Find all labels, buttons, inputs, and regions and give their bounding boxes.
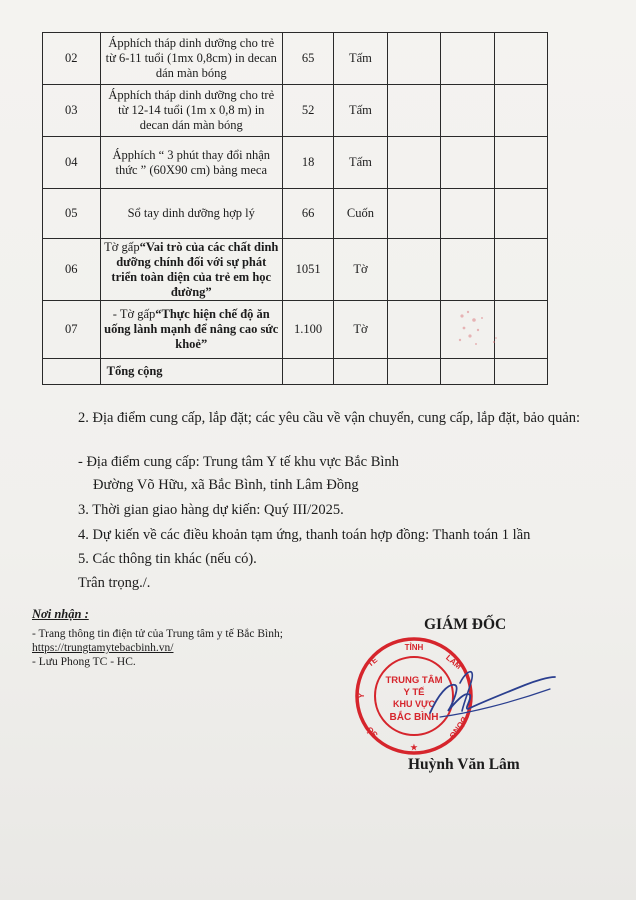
delivery-location-heading: 2. Địa điểm cung cấp, lắp đặt; các yêu cầu về vận chuyển, cung cấp, lắp đặt, bảo quản: <box>78 410 581 426</box>
svg-text:★: ★ <box>410 743 418 752</box>
empty-cell <box>494 239 548 301</box>
empty-cell <box>441 359 494 385</box>
empty-cell <box>43 359 101 385</box>
empty-cell <box>387 301 440 359</box>
empty-cell <box>441 85 494 137</box>
empty-cell <box>387 33 440 85</box>
empty-cell <box>282 359 333 385</box>
item-quantity: 66 <box>282 189 333 239</box>
item-name: Ápphích tháp dinh dưỡng cho trẻ từ 6-11 tuổi (1mx 0,8cm) in decan dán màn bóng <box>100 33 282 85</box>
empty-cell <box>387 85 440 137</box>
item-name <box>100 301 282 359</box>
payment-terms: 4. Dự kiến về các điều khoản tạm ứng, thanh toán hợp đồng: Thanh toán 1 lần <box>78 527 531 543</box>
svg-text:TẾ: TẾ <box>365 655 380 669</box>
total-label: Tổng cộng <box>100 359 282 385</box>
item-name: Ápphích tháp dinh dưỡng cho trẻ từ 12-14 tuổi (1m x 0,8 m) in decan dán màn bóng <box>100 85 282 137</box>
empty-cell <box>494 189 548 239</box>
empty-cell <box>387 189 440 239</box>
item-unit: Tờ <box>334 239 387 301</box>
item-quantity: 1051 <box>282 239 333 301</box>
signer-name: Huỳnh Văn Lâm <box>408 756 520 773</box>
item-unit: Tờ <box>334 301 387 359</box>
handwritten-signature-icon <box>400 655 560 735</box>
delivery-place: - Địa điểm cung cấp: Trung tâm Y tế khu vực Bắc Bình <box>78 454 399 470</box>
item-name-title: “Vai trò của các chất dinh dưỡng chính đối với sự phát triển toàn diện của trẻ em học đường” <box>111 239 279 299</box>
item-unit: Tấm <box>334 85 387 137</box>
table-row <box>43 85 548 137</box>
empty-cell <box>441 137 494 189</box>
recipient-archive: - Lưu Phong TC - HC. <box>32 656 136 668</box>
item-unit: Cuốn <box>334 189 387 239</box>
empty-cell <box>441 239 494 301</box>
total-row <box>43 359 548 385</box>
director-title: GIÁM ĐỐC <box>424 616 507 633</box>
table-row <box>43 239 548 301</box>
svg-text:TỈNH: TỈNH <box>404 643 424 652</box>
recipients-title: Nơi nhận : <box>32 607 89 621</box>
stamp-smudge-icon <box>450 302 500 354</box>
stamp-line-1: TRUNG TÂM <box>385 675 443 686</box>
stamp-line-4: BẮC BÌNH <box>389 712 439 723</box>
recipient-link[interactable]: https://trungtamytebacbinh.vn/ <box>32 642 174 654</box>
table-row <box>43 137 548 189</box>
empty-cell <box>494 137 548 189</box>
empty-cell <box>494 359 548 385</box>
empty-cell <box>387 239 440 301</box>
other-info: 5. Các thông tin khác (nếu có). <box>78 551 257 567</box>
table-row <box>43 189 548 239</box>
item-name-title: “Thực hiện chế độ ăn uống lành mạnh để nâng cao sức khoẻ” <box>104 307 279 351</box>
delivery-address: Đường Võ Hữu, xã Bắc Bình, tỉnh Lâm Đồng <box>93 477 359 493</box>
row-number: 04 <box>43 137 101 189</box>
row-number: 03 <box>43 85 101 137</box>
empty-cell <box>494 301 548 359</box>
delivery-time: 3. Thời gian giao hàng dự kiến: Quý III/2025. <box>78 502 344 518</box>
recipient-website: - Trang thông tin điện tử của Trung tâm y tế Bắc Bình; <box>32 628 283 640</box>
row-number: 07 <box>43 301 101 359</box>
item-name: Sổ tay dinh dưỡng hợp lý <box>100 189 282 239</box>
item-unit: Tấm <box>334 33 387 85</box>
empty-cell <box>441 33 494 85</box>
item-name: Ápphích “ 3 phút thay đổi nhận thức ” (60X90 cm) bảng meca <box>100 137 282 189</box>
item-quantity: 52 <box>282 85 333 137</box>
svg-text:SỞ: SỞ <box>364 724 380 740</box>
empty-cell <box>334 359 387 385</box>
empty-cell <box>441 189 494 239</box>
item-name-prefix: Tờ gấp <box>104 239 140 254</box>
item-quantity: 65 <box>282 33 333 85</box>
row-number: 05 <box>43 189 101 239</box>
row-number: 02 <box>43 33 101 85</box>
svg-text:Y: Y <box>356 692 367 699</box>
table-row <box>43 33 548 85</box>
stamp-line-3: KHU VỰC <box>393 699 435 709</box>
item-unit: Tấm <box>334 137 387 189</box>
item-name <box>100 239 282 301</box>
item-name-prefix: - Tờ gấp <box>112 307 156 321</box>
empty-cell <box>494 33 548 85</box>
item-quantity: 1.100 <box>282 301 333 359</box>
empty-cell <box>387 359 440 385</box>
stamp-line-2: Y TẾ <box>403 687 425 698</box>
empty-cell <box>387 137 440 189</box>
empty-cell <box>494 85 548 137</box>
item-quantity: 18 <box>282 137 333 189</box>
closing-regards: Trân trọng./. <box>78 575 151 591</box>
svg-text:LÂM: LÂM <box>444 653 464 672</box>
svg-text:ĐỒNG: ĐỒNG <box>447 715 469 740</box>
row-number: 06 <box>43 239 101 301</box>
